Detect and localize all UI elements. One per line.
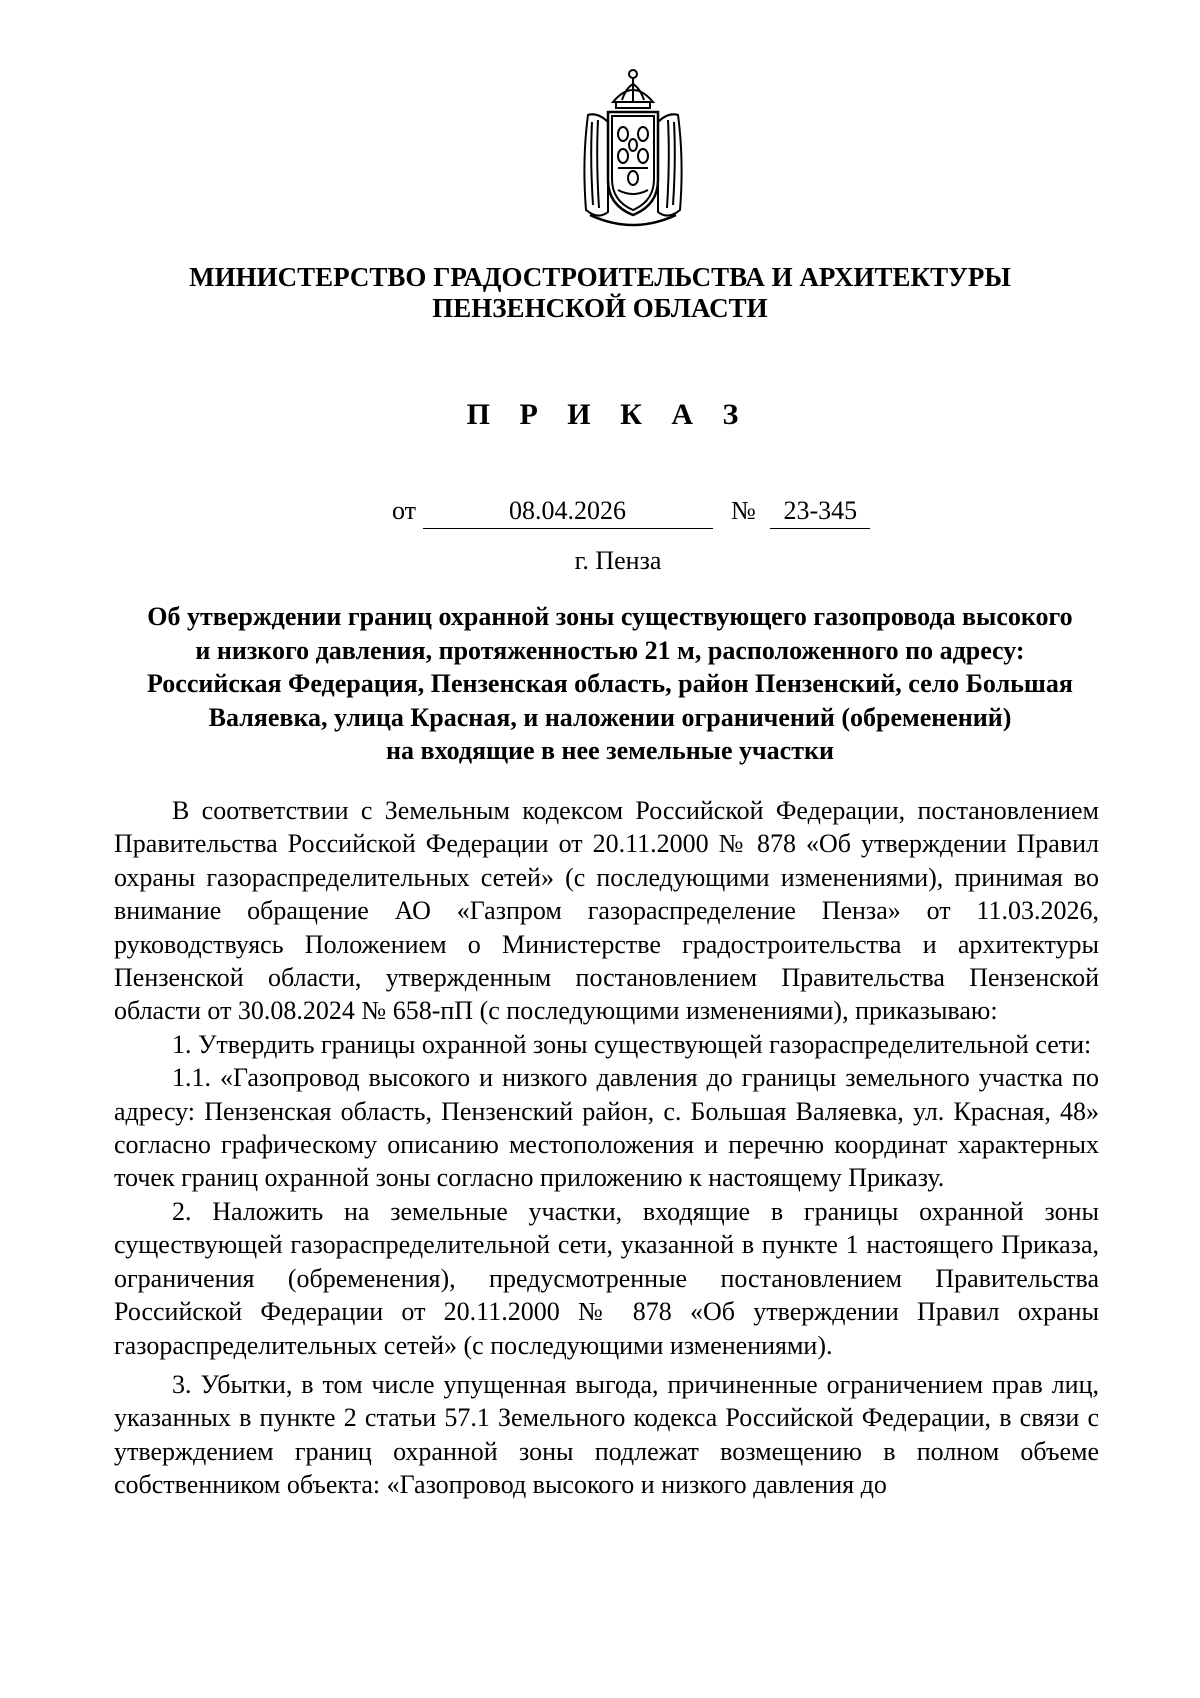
subject-line: Российская Федерация, Пензенская область, район Пензенский, село Большая [147, 669, 1073, 698]
body-paragraph-item-3: 3. Убытки, в том числе упущенная выгода, причиненные ограничением прав лиц, указанных в пункте 2 статьи 57.1 Земельного кодекса Российской Федерации, в связи с утверждением границ охранной зоны подлежат возмещению в полном объеме собственником объекта: «Газопровод высокого и низкого давления до [114, 1369, 1099, 1500]
order-date-number-line [392, 494, 870, 529]
ministry-name-line1: МИНИСТЕРСТВО ГРАДОСТРОИТЕЛЬСТВА И АРХИТЕКТУРЫ [189, 262, 1011, 292]
order-title: П Р И К А З [466, 398, 750, 431]
order-body [114, 794, 1099, 1502]
order-number: 23-345 [770, 494, 870, 529]
body-paragraph-item-2: 2. Наложить на земельные участки, входящие в границы охранной зоны существующей газораспределительной сети, указанной в пункте 1 настоящего Приказа, ограничения (обременения), предусмотренные постановлением Правительства Российской Федерации от 20.11.2000 № 878 «Об утверждении Правил охраны газораспределительных сетей» (с последующими изменениями). [114, 1196, 1099, 1360]
ministry-header [0, 262, 1200, 324]
order-date: 08.04.2026 [423, 494, 713, 529]
subject-line: Валяевка, улица Красная, и наложении ограничений (обременений) [208, 702, 1012, 732]
order-city: г. Пенза [574, 546, 662, 575]
subject-line: и низкого давления, протяженностью 21 м, расположенного по адресу: [195, 635, 1025, 665]
body-paragraph-item-1-1: 1.1. «Газопровод высокого и низкого давления до границы земельного участка по адресу: Пензенская область, Пензенский район, с. Большая Валяевка, ул. Красная, 48» согласно графическому описанию местоположения и перечню координат характерных точек границ охранной зоны согласно приложению к настоящему Приказу. [114, 1063, 1099, 1193]
body-paragraph-preamble: В соответствии с Земельным кодексом Российской Федерации, постановлением Правительства Российской Федерации от 20.11.2000 № 878 «Об утверждении Правил охраны газораспределительных сетей» (с последующими изменениями), принимая во внимание обращение АО «Газпром газораспределение Пенза» от 11.03.2026, руководствуясь Положением о Министерстве градостроительства и архитектуры Пензенской области, утвержденным постановлением Правительства Пензенской области от 30.08.2024 № 658-пП (с последующими изменениями), приказываю: [114, 796, 1099, 1026]
subject-line: Об утверждении границ охранной зоны существующего газопровода высокого [147, 602, 1073, 631]
number-label: № [731, 496, 756, 525]
order-subject [120, 600, 1100, 768]
subject-line: на входящие в нее земельные участки [386, 736, 834, 765]
date-label: от [392, 496, 417, 525]
body-paragraph-item-1: 1. Утвердить границы охранной зоны существующей газораспределительной сети: [172, 1029, 1092, 1059]
ministry-name-line2: ПЕНЗЕНСКОЙ ОБЛАСТИ [432, 293, 768, 323]
coat-of-arms-emblem [568, 60, 698, 230]
